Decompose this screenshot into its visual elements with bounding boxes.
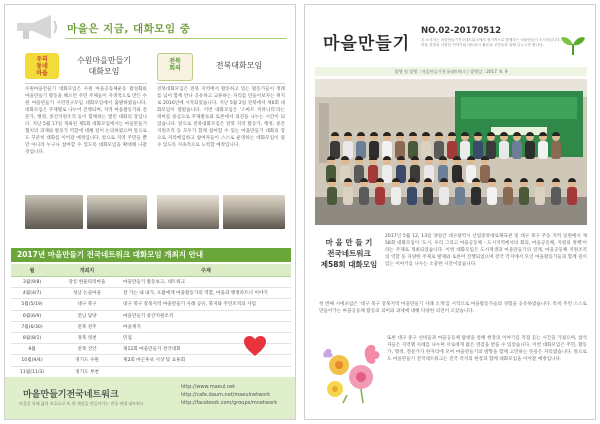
table-row [11, 288, 291, 299]
table-cell: 4월(4/7) [11, 288, 53, 299]
schedule-header: 2017년 마을만들기 전국네트워크 대화모임 개최지 안내 [11, 248, 291, 262]
megaphone-icon [15, 13, 59, 41]
table-cell: 전북 전주 [53, 321, 121, 332]
sprout-icon [560, 33, 586, 55]
person [343, 187, 353, 205]
table-cell: 대구 북구 강북지역 마을만들기 사례 공유, 북지와 주민조직의 사업 [121, 299, 291, 310]
table-cell: 10월(9/4) [11, 355, 53, 366]
group-photo-illustration [315, 79, 587, 225]
table-row [11, 277, 291, 288]
table-cell: 3월(9/8) [11, 277, 53, 288]
divider [157, 83, 285, 84]
right-page [304, 4, 596, 420]
person [391, 187, 401, 205]
person [460, 141, 470, 159]
person [455, 187, 465, 205]
link[interactable]: http://www.maeul.net [181, 384, 236, 390]
person [423, 187, 433, 205]
column-header: 주제 [121, 264, 291, 277]
table-cell: 11월(11/3) [11, 366, 53, 377]
flowers-illustration [317, 337, 385, 405]
schedule-table [11, 264, 291, 378]
divider [25, 83, 147, 84]
card1-title: 수원마을만들기 대화모임 [76, 56, 132, 76]
person [359, 187, 369, 205]
person [519, 187, 529, 205]
card2-title: 전북대화모임 [215, 61, 263, 70]
table-row [11, 321, 291, 332]
article-paragraph: 2017년 5월 12, 13일 양일간 대구광역시 산업중앙대로체육관 및 대구 북구 주동 지역 일원에서 제58회 대화모임이 '도시, 우리 그리고 마을공동체 - 도시지역에서의 회의, 마을공동체, 지원의 정책'이라는 주제로 개최되었습니다. 이번 대화모임은 도시재생과 마을만들기의 연계, 마을공동체 지원조직의 역할 등 다양한 주제로 발제와 토론이 진행되었으며 전국 각지에서 모인 마을활동가들과 함께 깊이 있는 이야기를 나누는 소중한 시간이었습니다. [385, 234, 587, 267]
table-cell: 제12회 마을만들기 전국대회 [121, 344, 291, 355]
person [473, 141, 483, 159]
heart-icon [243, 335, 267, 357]
table-row [11, 299, 291, 310]
link[interactable]: http://facebook.com/groups/mnetwork [181, 400, 278, 406]
card1-body: 수원마을만들기 대화모임은 수원 마을공동체운동 활성화와 마을만들기 활동을 해오던 주민 주체들이 자생적으로 만든 수원 마을만들기 시민연구모임 대화모임에서 출발하였습니다. 대화모임은 주제별로 나누어 진행되며, 지역 마을활동가와 전문가, 행정, 중간지원조직 등이 함께하는 열린 대화의 장입니다. 지난 5월 17일 개최된 제5회 대화모임에서는 마을만들기 협치의 과제와 활동가 역할에 대해 깊이 논의하였으며 앞으로도 꾸준히 대화를 이어갈 예정입니다. 앞으로 지역 주민들 뿐만 아니라 누구나 참여할 수 있도록 대화모임을 확대해 나갈 것입니다. [25, 87, 147, 155]
person [567, 187, 577, 205]
publication-meta: 발행 및 발행 : 마을만들기전국네트워크 | 발행일 : 2017. 6. 9 [315, 67, 587, 76]
person [407, 187, 417, 205]
page-title: 마을은 지금, 대화모임 중 [67, 23, 191, 35]
person [487, 187, 497, 205]
table-cell: 8월(8/1) [11, 332, 53, 343]
person [471, 187, 481, 205]
issue-number: NO.02-20170512 [421, 26, 502, 36]
meeting-photo [25, 195, 83, 229]
person [512, 141, 522, 159]
person [486, 141, 496, 159]
person [538, 141, 548, 159]
footer-subtitle: 마을을 통해 삶의 보호으로 또 한 세상을 만들어가는 전국 연대 네트워크 [19, 401, 144, 406]
header-divider [65, 38, 287, 39]
table-cell: 9월 [11, 344, 53, 355]
person [503, 187, 513, 205]
table-cell: 7월(6/30) [11, 321, 53, 332]
article-paragraph: 또한 대구 중구 선비들과 마을공동체 탐방을 통해 현장의 이야기를 직접 듣는 시간을 가졌으며, 참석자들은 지역별 사례를 나누며 서로에게 많은 영감을 받을 수 있었습니다. 이번 대화모임은 주민, 활동가, 행정, 전문가가 한자리에 모여 마을만들기의 방향을 함께 고민하는 뜻깊은 자리였습니다. 앞으로도 마을만들기 전국네트워크는 전국 각지의 현장과 함께 대화모임을 이어갈 예정입니다. [387, 336, 587, 362]
table-cell: 전북 진안 [53, 344, 121, 355]
newsletter-description: 본 소식지는 마을만들기전국네트워크에서 정기적으로 발행하는 마을만들기 소식지입니다. 마을 현장의 다양한 이야기와 네트워크 활동을 주민들과 함께 나누고자 합니다. [421, 38, 561, 47]
suwon-logo: 우리 동네 마을 [25, 53, 59, 79]
newsletter-brand: 마을만들기 [323, 34, 411, 54]
person [375, 187, 385, 205]
person [525, 141, 535, 159]
column-header: 개최지 [53, 264, 121, 277]
table-header-row [11, 264, 291, 277]
meeting-photo [87, 195, 147, 229]
table-cell: 5월(5/19) [11, 299, 53, 310]
person [551, 187, 561, 205]
article-paragraph: 첫 번째 시에포럼은 '대구 북구 강북지역 마을만들기 사례 소개'를 시작으로 마을활동가들의 경험을 공유하였습니다. 특히 주민 스스로 만들어가는 마을공동체 활동의 의미와 과제에 대해 다양한 의견이 오갔습니다. [319, 302, 587, 314]
table-cell: 마을만들기 활동보고, 네트워크 [121, 277, 291, 288]
person [499, 141, 509, 159]
meeting-photo [223, 195, 285, 229]
table-cell: 마을계지 [121, 321, 291, 332]
person [439, 187, 449, 205]
link[interactable]: http://cafe.daum.net/maeulnetwork [181, 392, 271, 398]
left-page [4, 4, 296, 420]
person [535, 187, 545, 205]
table-cell: 경기도 수원 [53, 355, 121, 366]
table-cell: 성남 논골마을 [53, 288, 121, 299]
table-cell: 6월(6/9) [11, 310, 53, 321]
footer [5, 377, 295, 420]
left-header [5, 5, 295, 45]
person [551, 141, 561, 159]
table-cell: 마을만들기 중간지원조직 [121, 310, 291, 321]
jeonbuk-logo: 전북 회의 [157, 53, 193, 81]
table-cell: 경북 영천 [53, 332, 121, 343]
table-cell: 강릉 한울타리마을 [53, 277, 121, 288]
table-cell: 전남 담양 [53, 310, 121, 321]
table-cell [121, 366, 291, 377]
footer-links [181, 383, 277, 407]
article-headline: 마 을 만 들 기 전국네트워크 제58회 대화모임 [320, 238, 378, 269]
table-cell: 제2회 마곤후보 시상 및 표류회 [121, 355, 291, 366]
table-cell: 민집 [121, 332, 291, 343]
meeting-photo [157, 195, 219, 229]
table-cell: 잘 가는 내 내가, 포괄에게 마을활동가의 역할, 마을과 행정파트너 이야기 [121, 288, 291, 299]
column-header: 월 [11, 264, 53, 277]
card2-body: 전북대화모임은 전북 지역에서 활동하고 있는 활동가들이 정례를 넘어 함께 만나 공유하고 교류하는 자리를 만들어보자는 취지로 2016년에 시작되었습니다. 지난 5월 2일 전북에서 제6회 대화모임이 열렸습니다. 이번 대화모임은 '스마트 커뮤니티'라는 테마를 중심으로 주제발표와 토론에서 의견을 나누는 시간이 되었습니다. 앞으로 전북대화모임은 전북 지역 활동가, 행정, 중간지원조직 등 모두가 함께 참여할 수 있는 마을만들기 대화의 장으로 자리매김하고 참여자들이 스스로 운영하는 대화모임이 될 수 있도록 지속적으로 노력할 예정입니다. [157, 87, 285, 148]
table-cell: 경기도 부천 [53, 366, 121, 377]
table-row [11, 366, 291, 377]
table-cell: 대구 북구 [53, 299, 121, 310]
table-row [11, 310, 291, 321]
group-photo [315, 79, 587, 225]
person [327, 187, 337, 205]
footer-title: 마을만들기전국네트워크 [23, 390, 119, 400]
